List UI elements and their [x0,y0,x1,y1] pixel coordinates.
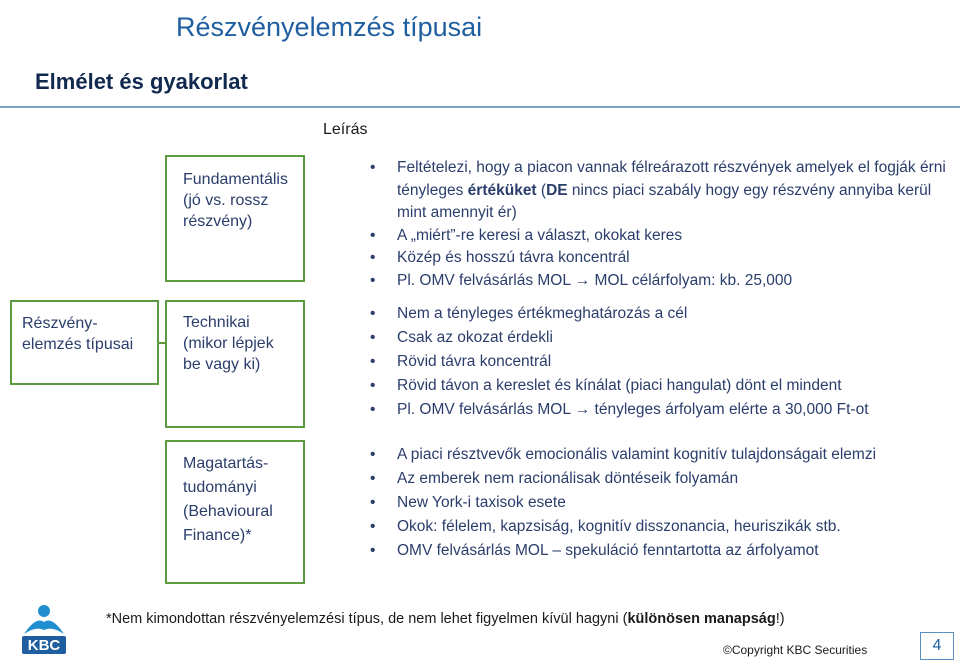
bullet-item: • Rövid távon a kereslet és kínálat (piaci hangulat) dönt el mindent [367,374,947,398]
behavioural-bullets [367,443,947,563]
page-subtitle: Elmélet és gyakorlat [35,69,248,94]
technical-bullets [367,302,947,422]
column-header: Leírás [323,121,368,138]
svg-text:KBC: KBC [27,637,61,654]
bullet-item: • Közép és hosszú távra koncentrál [367,247,947,270]
bullet-item: • A piaci résztvevők emocionális valamint kognitív tulajdonságait elemzi [367,443,947,467]
bullet-item: • OMV felvásárlás MOL – spekuláció fenntartotta az árfolyamot [367,539,947,563]
bullet-item: • A „miért”-re keresi a választ, okokat keres [367,225,947,248]
bullet-item: • Pl. OMV felvásárlás MOL → tényleges árfolyam elérte a 30,000 Ft-ot [367,398,947,422]
bullet-item: • New York-i taxisok esete [367,491,947,515]
technical-box [165,300,305,428]
bullet-item: • Rövid távra koncentrál [367,350,947,374]
fundamental-bullets [367,157,947,292]
root-category-box [10,300,159,385]
behavioural-box [165,440,305,584]
bullet-item: • Okok: félelem, kapzsiság, kognitív disszonancia, heuriszikák stb. [367,515,947,539]
bullet-item: • Feltételezi, hogy a piacon vannak félreárazott részvények amelyek el fogják érni tényleges értéküket (DE nincs piaci szabály hogy egy részvény annyiba kerül mint amennyit ér) [367,157,947,225]
bullet-item: • Nem a tényleges értékmeghatározás a cél [367,302,947,326]
technical-label: Technikai (mikor lépjek be vagy ki) [183,314,274,373]
fundamental-label: Fundamentális (jó vs. rossz részvény) [183,171,288,230]
title-divider [0,106,960,108]
kbc-logo [14,604,74,656]
page-title: Részvényelemzés típusai [176,12,483,42]
page-number: 4 [920,632,954,660]
bullet-item: • Pl. OMV felvásárlás MOL → MOL célárfolyam: kb. 25,000 [367,270,947,293]
kbc-logo-icon [14,604,74,656]
bullet-item: • Csak az okozat érdekli [367,326,947,350]
copyright-text: ©Copyright KBC Securities [723,643,868,657]
footnote: *Nem kimondottan részvényelemzési típus, de nem lehet figyelmen kívül hagyni (különösen manapság!) [106,611,785,627]
behavioural-label: Magatartás- tudományi (Behavioural Finance)* [183,455,273,544]
root-category-label: Részvény- elemzés típusai [22,315,134,353]
bullet-item: • Az emberek nem racionálisak döntéseik folyamán [367,467,947,491]
fundamental-box [165,155,305,282]
